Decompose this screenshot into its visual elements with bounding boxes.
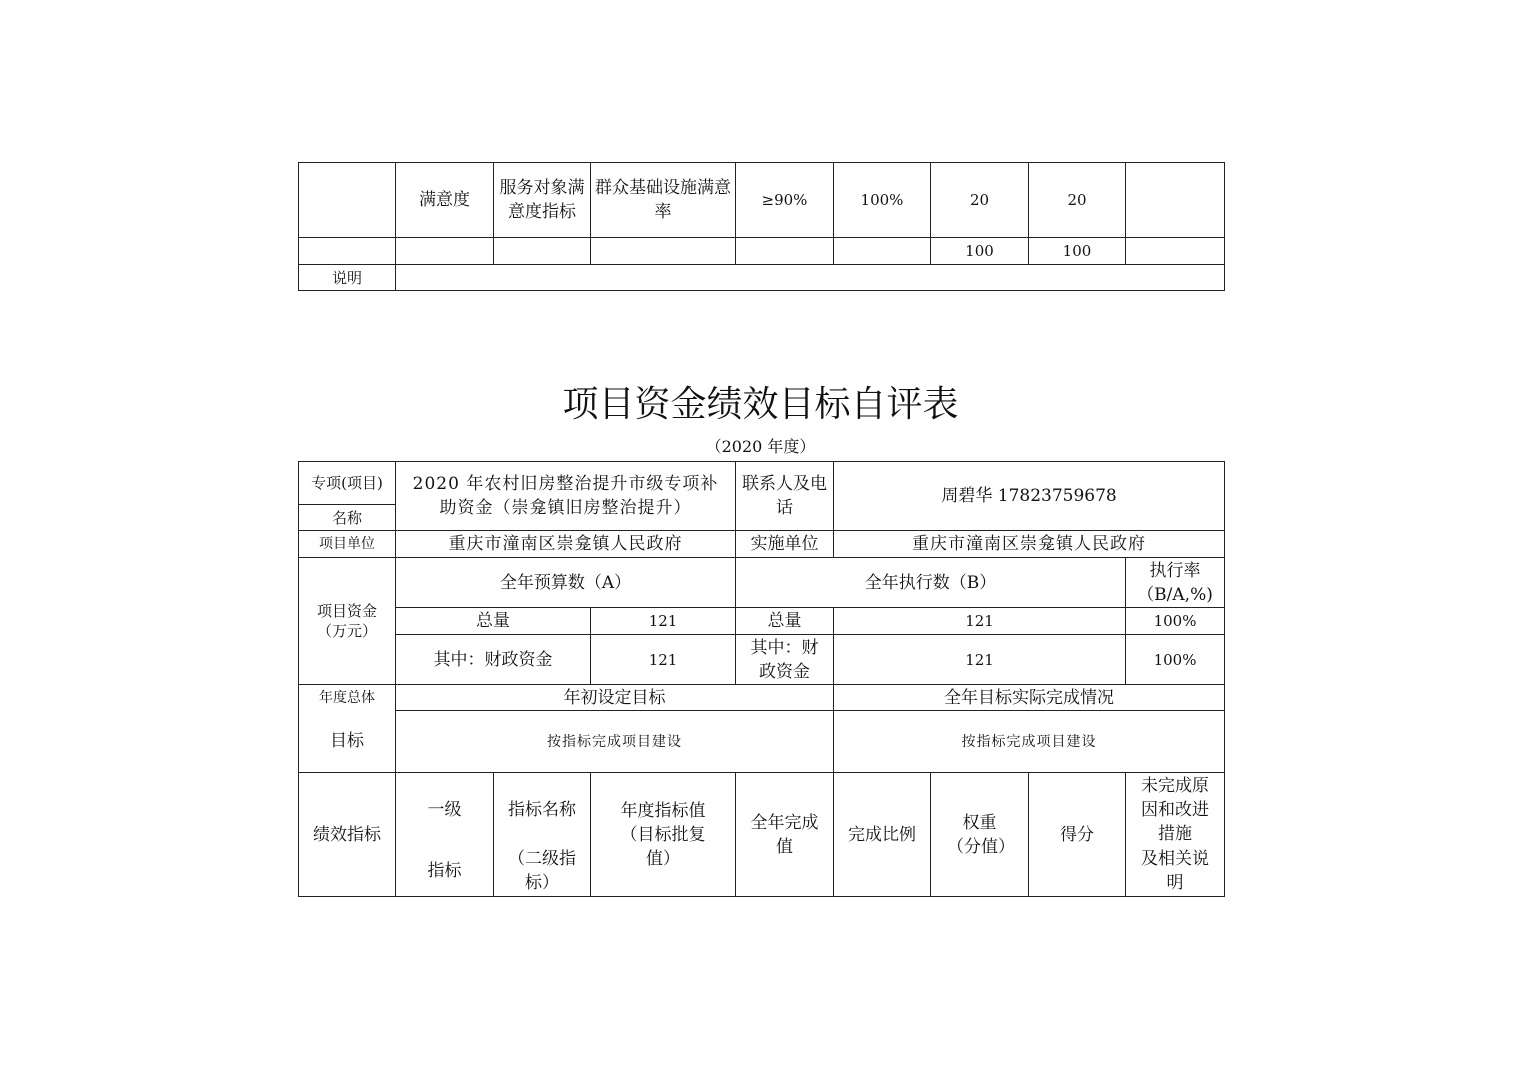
unit-row: [299, 531, 1225, 558]
name-b: （二级指标）: [494, 847, 591, 897]
fiscal-a: 121: [591, 635, 736, 685]
funds-label: 项目资金（万元）: [299, 558, 396, 685]
initial-goal-value: 按指标完成项目建设: [396, 711, 834, 773]
total-rate: 100%: [1126, 608, 1225, 635]
funds-header-row: [299, 558, 1225, 608]
previous-page-table: [298, 162, 1225, 291]
target-value-cell: ≥90%: [736, 163, 834, 238]
goal-label: 目标: [299, 711, 396, 773]
page-subtitle: （2020 年度）: [705, 437, 816, 456]
fiscal-b: 121: [834, 635, 1126, 685]
score-cell: 20: [1029, 163, 1126, 238]
perf-label: 绩效指标: [299, 773, 396, 897]
fiscal-label-b: 其中：财政资金: [736, 635, 834, 685]
reason-a: 未完成原因和改进措施: [1126, 773, 1225, 847]
cell-empty: [591, 238, 736, 265]
satisfaction-row: [299, 163, 1225, 238]
total-label-b: 总量: [736, 608, 834, 635]
contact-value: 周碧华 17823759678: [834, 462, 1225, 531]
level1-b: 指标: [396, 847, 494, 897]
budget-header: 全年预算数（A）: [396, 558, 736, 608]
funds-total-row: [299, 608, 1225, 635]
weight-cell: 20: [931, 163, 1029, 238]
total-row: [299, 238, 1225, 265]
fiscal-rate: 100%: [1126, 635, 1225, 685]
level1-a: 一级: [396, 773, 494, 847]
level2-cell: 满意度: [396, 163, 494, 238]
full-year-header: 全年完成值: [736, 773, 834, 897]
project-name-label: 名称: [299, 505, 396, 531]
weight-header: 权重（分值）: [931, 773, 1029, 897]
project-row-1: [299, 462, 1225, 505]
completion-header: 完成比例: [834, 773, 931, 897]
exec-header: 全年执行数（B）: [736, 558, 1126, 608]
name-a: 指标名称: [494, 773, 591, 847]
initial-goal-header: 年初设定目标: [396, 685, 834, 711]
total-label-a: 总量: [396, 608, 591, 635]
project-label: 专项(项目): [299, 462, 396, 505]
project-name: 2020 年农村旧房整治提升市级专项补助资金（崇龛镇旧房整治提升）: [396, 462, 736, 531]
unit-label: 项目单位: [299, 531, 396, 558]
fiscal-label-a: 其中：财政资金: [396, 635, 591, 685]
cell-empty: [494, 238, 591, 265]
perf-header-row-1: [299, 773, 1225, 847]
cell-empty: [736, 238, 834, 265]
total-b: 121: [834, 608, 1126, 635]
level3-cell: 服务对象满意度指标: [494, 163, 591, 238]
cell-empty: [396, 238, 494, 265]
unit-value: 重庆市潼南区崇龛镇人民政府: [396, 531, 736, 558]
self-evaluation-table: [298, 461, 1225, 897]
note-value: [396, 265, 1225, 291]
annual-label: 年度总体: [299, 685, 396, 711]
note-row: [299, 265, 1225, 291]
score-header: 得分: [1029, 773, 1126, 897]
cell-empty: [299, 163, 396, 238]
page-title: 项目资金绩效目标自评表: [562, 384, 959, 425]
indicator-name-cell: 群众基础设施满意率: [591, 163, 736, 238]
contact-label: 联系人及电话: [736, 462, 834, 531]
note-label: 说明: [299, 265, 396, 291]
actual-header: 全年目标实际完成情况: [834, 685, 1225, 711]
cell-empty: [1126, 238, 1225, 265]
actual-value-cell: 100%: [834, 163, 931, 238]
total-weight-cell: 100: [931, 238, 1029, 265]
actual-value: 按指标完成项目建设: [834, 711, 1225, 773]
impl-label: 实施单位: [736, 531, 834, 558]
impl-value: 重庆市潼南区崇龛镇人民政府: [834, 531, 1225, 558]
reason-b: 及相关说明: [1126, 847, 1225, 897]
total-score-cell: 100: [1029, 238, 1126, 265]
cell-empty: [299, 238, 396, 265]
annual-value-header: 年度指标值（目标批复值）: [591, 773, 736, 897]
cell-empty: [1126, 163, 1225, 238]
annual-goal-row: [299, 711, 1225, 773]
rate-header: 执行率（B/A,%): [1126, 558, 1225, 608]
annual-goal-header-row: [299, 685, 1225, 711]
total-a: 121: [591, 608, 736, 635]
cell-empty: [834, 238, 931, 265]
funds-fiscal-row: [299, 635, 1225, 685]
